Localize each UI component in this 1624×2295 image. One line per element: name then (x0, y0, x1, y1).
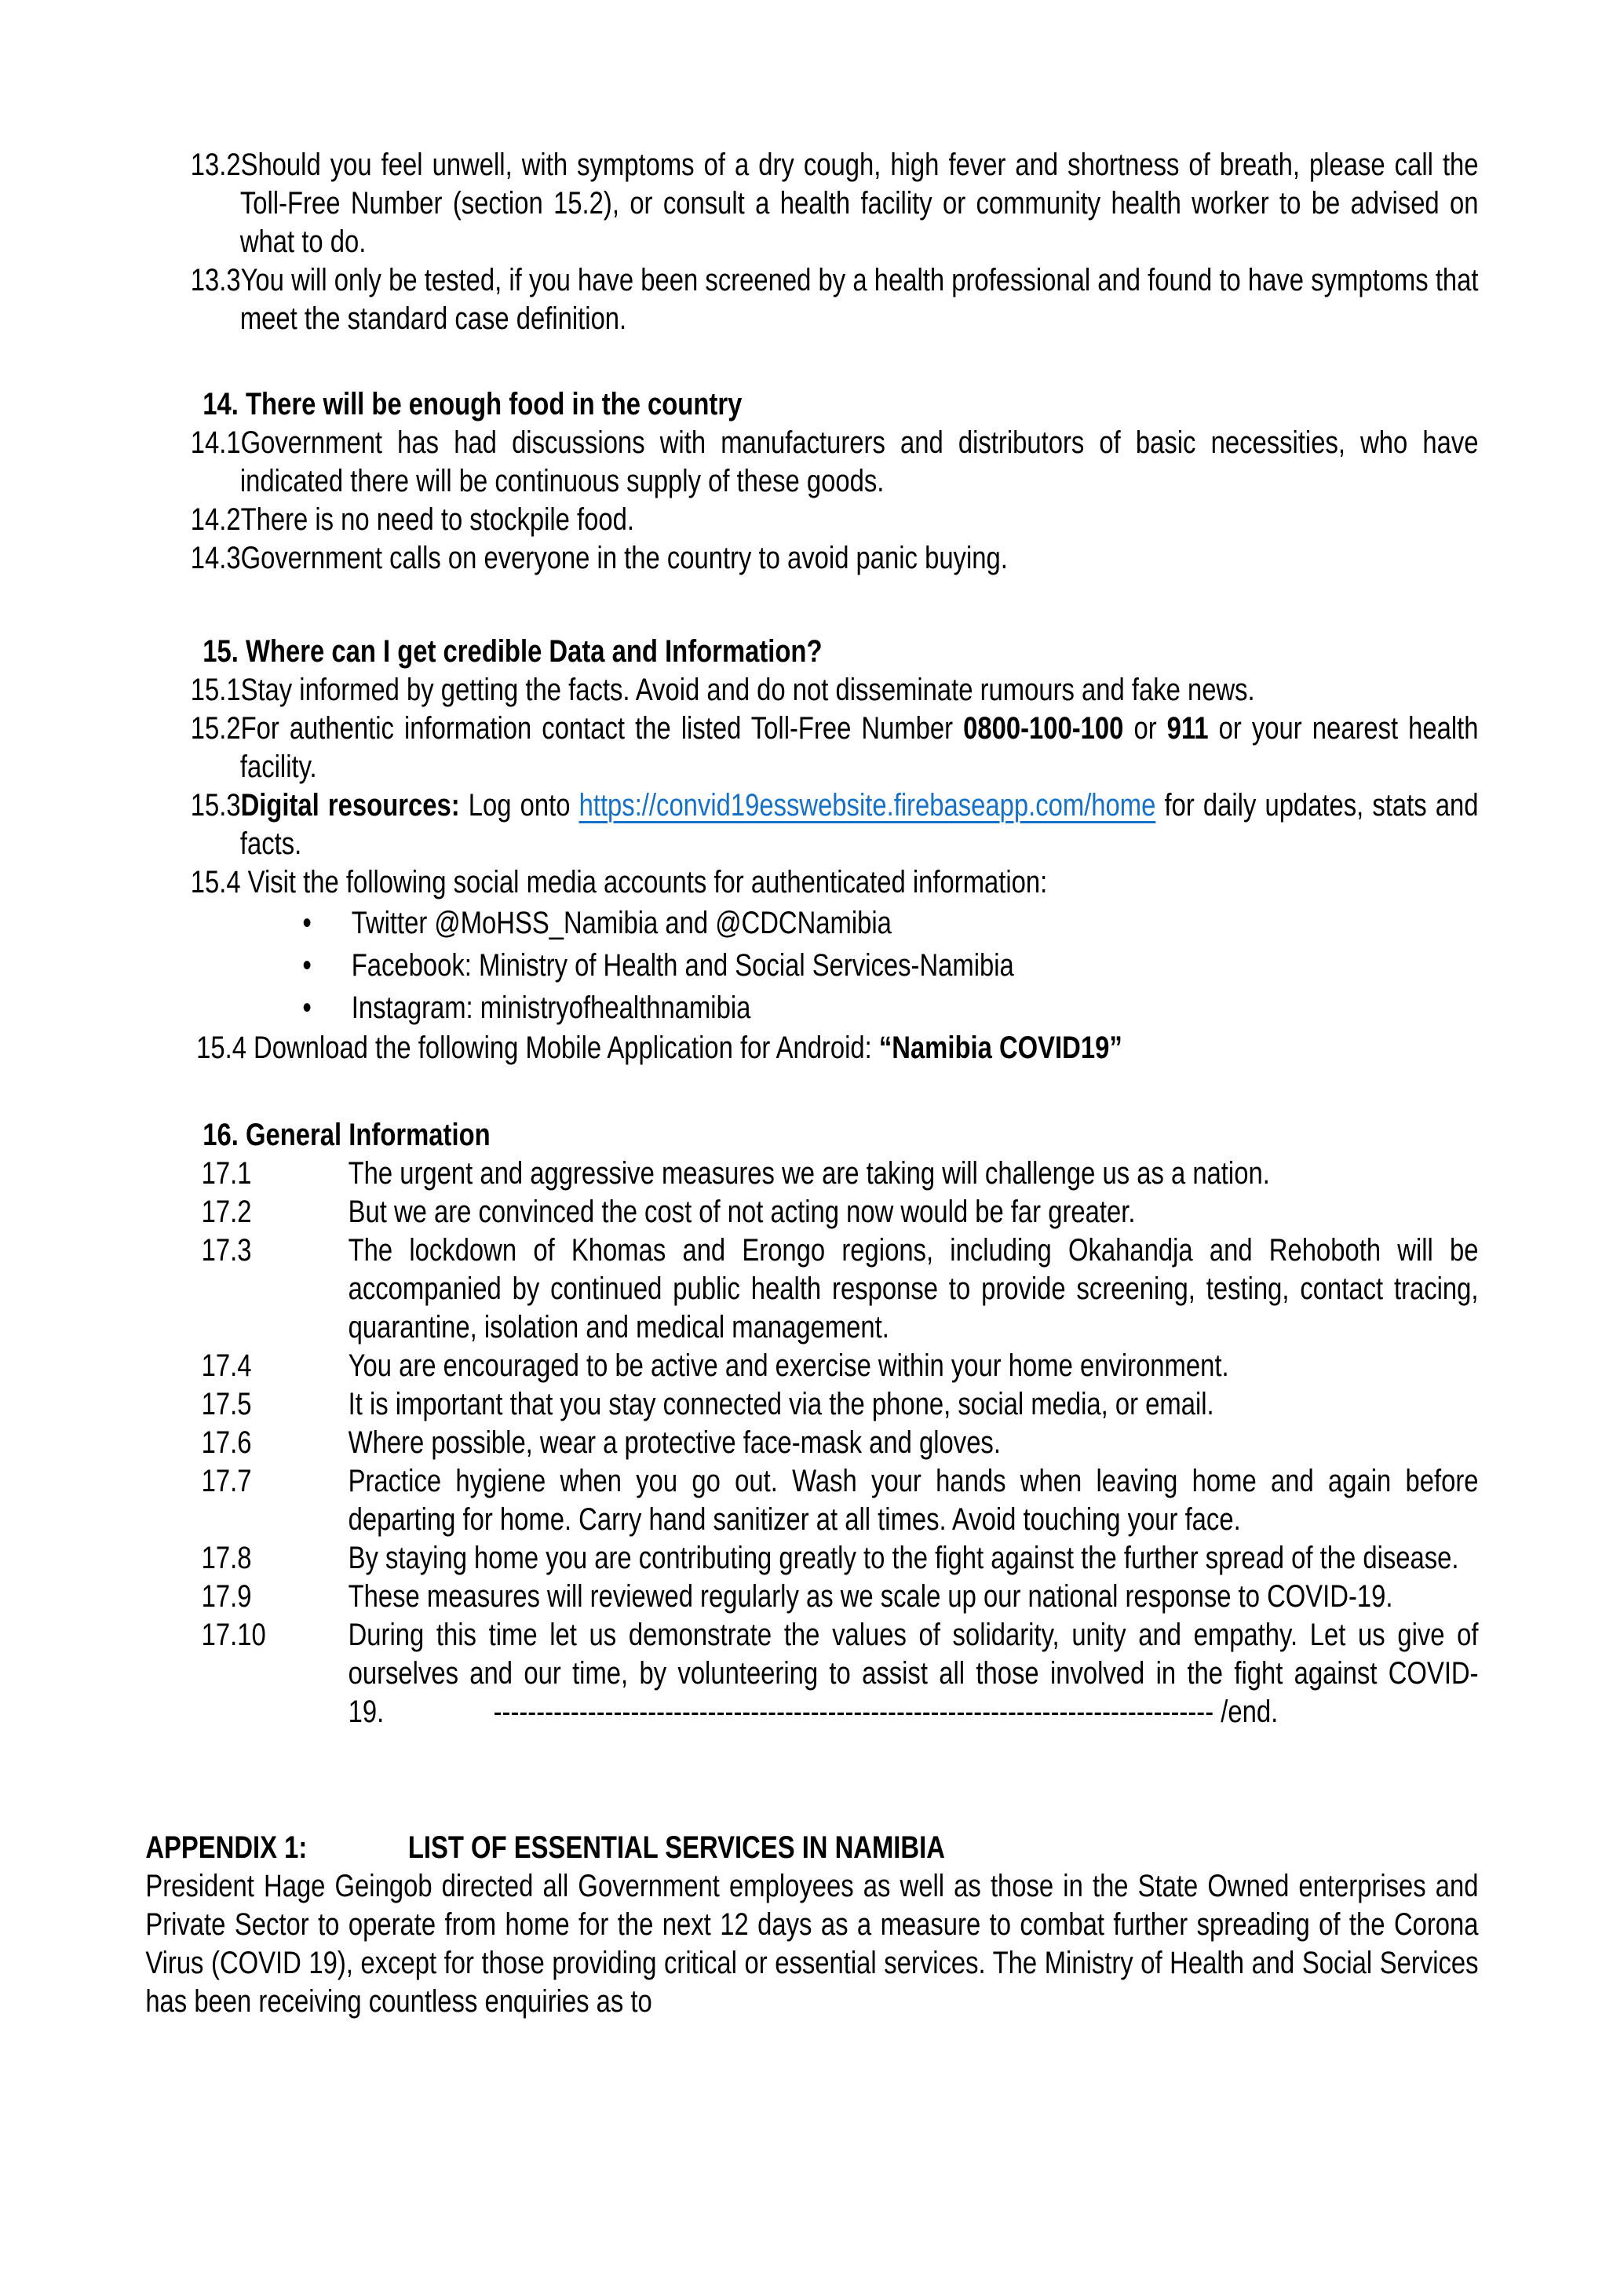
item-number: 17.5 (201, 1387, 252, 1421)
item-text: or your nearest health facility. (239, 711, 1479, 784)
item-number: 17.7 (201, 1464, 252, 1498)
list-item-17-1 (145, 1155, 1478, 1193)
bullet-icon: • (302, 991, 312, 1025)
item-text: You will only be tested, if you have been screened by a health professional and found to have symptoms that meet the standard case definition. (239, 263, 1479, 336)
item-number: 13.2 (190, 148, 241, 182)
item-number: 14.2 (190, 502, 241, 537)
item-text: It is important that you stay connected via the phone, social media, or email. (348, 1387, 1214, 1421)
item-number: 17.6 (201, 1425, 252, 1460)
item-number: 17.4 (201, 1348, 252, 1383)
bullet-text: Facebook: Ministry of Health and Social Services-Namibia (351, 948, 1014, 983)
item-text: for daily updates, stats and facts. (239, 788, 1479, 861)
list-item-15-2 (145, 710, 1478, 786)
item-number: 15.3 (190, 788, 241, 823)
section-16-heading: 16. General Information (203, 1118, 491, 1152)
list-item-17-7 (145, 1462, 1478, 1539)
end-marker: /end. (1213, 1695, 1279, 1729)
item-text: Practice hygiene when you go out. Wash your hands when leaving home and again before departing for home. Carry hand sanitizer at all times. Avoid touching your face. (348, 1464, 1479, 1537)
item-number: 15.4 (196, 1031, 246, 1065)
bullet-text: Twitter @MoHSS_Namibia and @CDCNamibia (351, 906, 892, 940)
list-item-15-4-visit (145, 863, 1478, 902)
list-item-14-1 (145, 424, 1478, 501)
appendix-heading (145, 1829, 1478, 1867)
list-item-15-3 (145, 786, 1478, 863)
item-text: or (1123, 711, 1167, 746)
item-text: Log onto (459, 788, 579, 823)
list-item-13-3 (145, 261, 1478, 338)
item-number: 13.3 (190, 263, 241, 297)
digital-resources-label: Digital resources: (240, 788, 460, 823)
section-15-heading: 15. Where can I get credible Data and Information? (203, 634, 823, 669)
list-item-15-4-download (151, 1029, 1479, 1067)
list-item-17-10 (145, 1616, 1478, 1731)
bullet-text: Instagram: ministryofhealthnamibia (351, 991, 751, 1025)
list-item-17-3 (145, 1231, 1478, 1347)
item-number: 15.1 (190, 673, 241, 707)
bullet-icon: • (302, 948, 312, 983)
item-number: 17.1 (201, 1156, 252, 1191)
item-text: There is no need to stockpile food. (240, 502, 634, 537)
item-number: 17.3 (201, 1233, 252, 1268)
list-item-14-2 (145, 501, 1478, 539)
list-item-17-8 (145, 1539, 1478, 1578)
list-item-17-6 (145, 1424, 1478, 1462)
item-number: 15.4 (190, 865, 241, 899)
item-text: Should you feel unwell, with symptoms of a dry cough, high fever and shortness of breath, please call the Toll-Free Number (section 15.2), or consult a health facility or community health worker to be advised on what to do. (239, 148, 1479, 259)
item-number: 17.10 (201, 1618, 266, 1652)
list-item-13-2 (145, 146, 1478, 261)
tollfree-number: 0800-100-100 (963, 711, 1124, 746)
item-text: Visit the following social media accounts for authenticated information: (240, 865, 1048, 899)
dashed-rule: ------------------------------------------------------------------------------------ (493, 1695, 1214, 1729)
item-text: You are encouraged to be active and exercise within your home environment. (348, 1348, 1229, 1383)
covid-website-link[interactable]: https://convid19esswebsite.firebaseapp.com/home (578, 788, 1156, 823)
item-number: 14.3 (190, 541, 241, 575)
item-number: 15.2 (190, 711, 241, 746)
bullet-icon: • (302, 906, 312, 940)
appendix-title: LIST OF ESSENTIAL SERVICES IN NAMIBIA (407, 1830, 945, 1865)
item-text: The urgent and aggressive measures we are taking will challenge us as a nation. (348, 1156, 1270, 1191)
list-item-17-5 (145, 1385, 1478, 1424)
item-text: Download the following Mobile Application for Android: (246, 1031, 879, 1065)
item-number: 17.2 (201, 1195, 252, 1229)
item-text: During this time let us demonstrate the values of solidarity, unity and empathy. Let us give of ourselves and our time, by volunteering to assist all those involved in the fight against COVID-19. (348, 1618, 1479, 1729)
appendix-label: APPENDIX 1: (145, 1830, 308, 1865)
item-text: Government calls on everyone in the country to avoid panic buying. (240, 541, 1008, 575)
bullet-item-facebook (145, 944, 1478, 987)
item-number: 14.1 (190, 425, 241, 460)
list-item-14-3 (145, 539, 1478, 578)
list-item-17-4 (145, 1347, 1478, 1385)
item-text: For authentic information contact the listed Toll-Free Number (240, 711, 964, 746)
item-text: Where possible, wear a protective face-mask and gloves. (348, 1425, 1001, 1460)
item-text: By staying home you are contributing greatly to the fight against the further spread of the disease. (348, 1541, 1459, 1575)
item-number: 17.9 (201, 1579, 252, 1614)
appendix-body: President Hage Geingob directed all Government employees as well as those in the State Owned enterprises and Private Sector to operate from home for the next 12 days as a measure to combat further spreading of the Corona Virus (COVID 19), except for those providing critical or essential services. The Ministry of Health and Social Services has been receiving countless enquiries as to (145, 1869, 1479, 2019)
list-item-17-9 (145, 1578, 1478, 1616)
bullet-item-twitter (145, 902, 1478, 944)
list-item-17-2 (145, 1193, 1478, 1231)
item-text: But we are convinced the cost of not acting now would be far greater. (348, 1195, 1136, 1229)
item-text: Stay informed by getting the facts. Avoid and do not disseminate rumours and fake news. (240, 673, 1255, 707)
item-text: These measures will reviewed regularly as we scale up our national response to COVID-19. (348, 1579, 1393, 1614)
app-name: “Namibia COVID19” (878, 1031, 1122, 1065)
list-item-15-1 (145, 671, 1478, 710)
section-14-heading: 14. There will be enough food in the country (203, 387, 743, 421)
item-number: 17.8 (201, 1541, 252, 1575)
item-text: Government has had discussions with manufacturers and distributors of basic necessities, who have indicated there will be continuous supply of these goods. (239, 425, 1479, 498)
bullet-item-instagram (145, 987, 1478, 1029)
emergency-number: 911 (1166, 711, 1209, 746)
item-text: The lockdown of Khomas and Erongo regions, including Okahandja and Rehoboth will be accompanied by continued public health response to provide screening, testing, contact tracing, quarantine, isolation and medical management. (348, 1233, 1479, 1345)
